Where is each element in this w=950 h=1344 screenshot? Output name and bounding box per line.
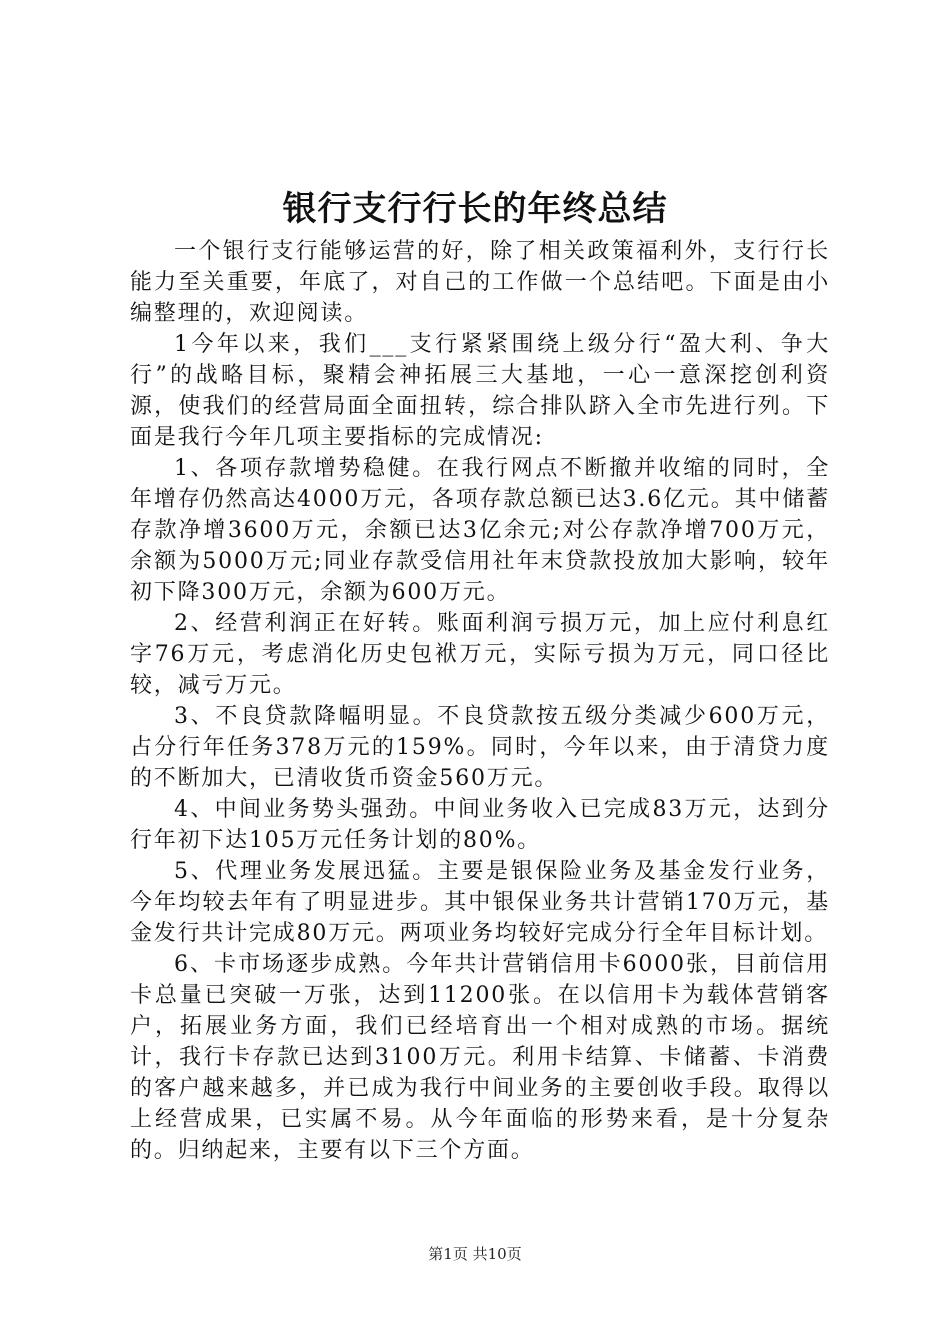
page-footer: 第1页 共10页 [428, 1245, 522, 1263]
paragraph-intermediary: 4、中间业务势头强劲。中间业务收入已完成83万元，达到分行年初下达105万元任务计划的80%。 [130, 797, 830, 853]
paragraph-overview: 1今年以来，我们___支行紧紧围绕上级分行“盈大利、争大行”的战略目标，聚精会神拓展三大基地，一心一意深挖创利资源，使我们的经营局面全面扭转，综合排队跻入全市先进行列。下面是我行今年几项主要指标的完成情况: [130, 332, 830, 450]
paragraph-deposits: 1、各项存款增势稳健。在我行网点不断撤并收缩的同时，全年增存仍然高达4000万元，各项存款总额已达3.6亿元。其中储蓄存款净增3600万元，余额已达3亿余元;对公存款净增700万元，余额为5000万元;同业存款受信用社年末贷款投放加大影响，较年初下降300万元，余额为600万元。 [130, 456, 830, 605]
paragraph-agency: 5、代理业务发展迅猛。主要是银保险业务及基金发行业务，今年均较去年有了明显进步。其中银保业务共计营销170万元，基金发行共计完成80万元。两项业务均较好完成分行全年目标计划。 [130, 859, 830, 946]
paragraph-profit: 2、经营利润正在好转。账面利润亏损万元，加上应付利息红字76万元，考虑消化历史包袱万元，实际亏损为万元，同口径比较，减亏万元。 [130, 611, 830, 698]
document-title: 银行支行行长的年终总结 [282, 189, 668, 229]
document-body [130, 236, 830, 1166]
paragraph-cards: 6、卡市场逐步成熟。今年共计营销信用卡6000张，目前信用卡总量已突破一万张，达到11200张。在以信用卡为载体营销客户，拓展业务方面，我们已经培育出一个相对成熟的市场。据统计，我行卡存款已达到3100万元。利用卡结算、卡储蓄、卡消费的客户越来越多，并已成为我行中间业务的主要创收手段。取得以上经营成果，已实属不易。从今年面临的形势来看，是十分复杂的。归纳起来，主要有以下三个方面。 [130, 952, 830, 1163]
paragraph-intro: 一个银行支行能够运营的好，除了相关政策福利外，支行行长能力至关重要，年底了，对自己的工作做一个总结吧。下面是由小编整理的，欢迎阅读。 [130, 239, 830, 326]
paragraph-bad-loans: 3、不良贷款降幅明显。不良贷款按五级分类减少600万元，占分行年任务378万元的159%。同时，今年以来，由于清贷力度的不断加大，已清收货币资金560万元。 [130, 704, 830, 791]
